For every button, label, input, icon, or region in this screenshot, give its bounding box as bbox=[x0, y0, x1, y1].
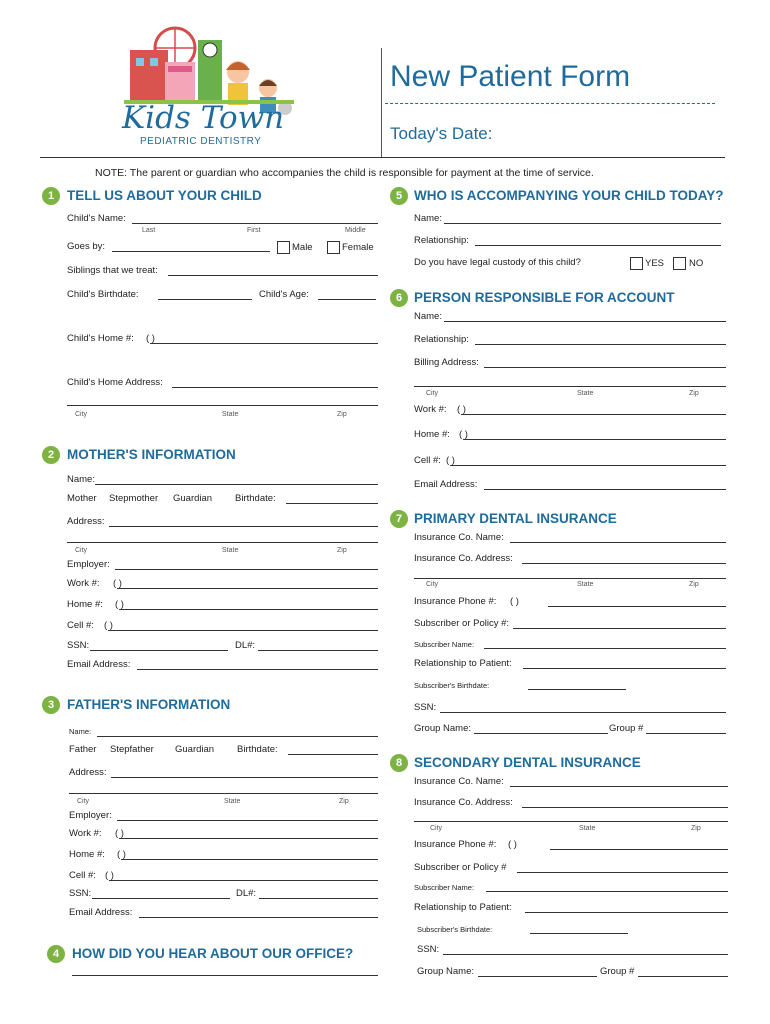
secondary-relationship-field[interactable] bbox=[525, 912, 728, 913]
secondary-co-name-field[interactable] bbox=[510, 786, 728, 787]
father-work-field[interactable] bbox=[119, 838, 378, 839]
father-ssn-label: SSN: bbox=[69, 888, 92, 899]
todays-date-label: Today's Date: bbox=[390, 124, 493, 143]
childs-name-label: Child's Name: bbox=[67, 213, 126, 224]
primary-group-name-label: Group Name: bbox=[414, 723, 472, 734]
zip-caption: Zip bbox=[339, 798, 349, 805]
father-home-label: Home #: bbox=[69, 849, 105, 860]
city-caption: City bbox=[77, 798, 90, 805]
secondary-sub-birth-field[interactable] bbox=[530, 933, 628, 934]
responsible-work-label: Work #: bbox=[414, 404, 447, 415]
primary-co-address-field[interactable] bbox=[522, 563, 726, 564]
mother-home-field[interactable] bbox=[119, 609, 378, 610]
first-caption: First bbox=[247, 227, 261, 234]
primary-relationship-label: Relationship to Patient: bbox=[414, 658, 512, 669]
secondary-sub-name-field[interactable] bbox=[486, 891, 728, 892]
father-name-label: Name: bbox=[69, 727, 92, 736]
home-address-field-2[interactable] bbox=[67, 405, 378, 406]
responsible-home-label: Home #: bbox=[414, 429, 450, 440]
billing-address-label: Billing Address: bbox=[414, 357, 479, 368]
mother-email-field[interactable] bbox=[137, 669, 378, 670]
mother-email-label: Email Address: bbox=[67, 659, 131, 670]
male-label: Male bbox=[292, 242, 313, 253]
state-caption: State bbox=[577, 581, 594, 588]
primary-group-num-field[interactable] bbox=[646, 733, 726, 734]
mother-option[interactable]: Mother bbox=[67, 493, 97, 504]
primary-co-name-field[interactable] bbox=[510, 542, 726, 543]
secondary-co-address-label: Insurance Co. Address: bbox=[414, 797, 513, 808]
section-1-title: TELL US ABOUT YOUR CHILD bbox=[67, 188, 262, 203]
secondary-group-name-field[interactable] bbox=[478, 976, 597, 977]
responsible-cell-field[interactable] bbox=[450, 465, 726, 466]
mother-ssn-label: SSN: bbox=[67, 640, 90, 651]
father-cell-field[interactable] bbox=[109, 880, 378, 881]
state-caption: State bbox=[224, 798, 241, 805]
mother-employer-label: Employer: bbox=[67, 559, 110, 570]
secondary-policy-label: Subscriber or Policy # bbox=[414, 862, 507, 873]
mother-ssn-field[interactable] bbox=[90, 650, 228, 651]
zip-caption: Zip bbox=[691, 825, 701, 832]
payment-note: NOTE: The parent or guardian who accompanies the child is responsible for payment at the time of service. bbox=[95, 167, 594, 179]
brand-name: Kids Town bbox=[122, 100, 285, 136]
accompany-name-label: Name: bbox=[414, 213, 442, 224]
responsible-cell-label: Cell #: bbox=[414, 455, 441, 466]
goes-by-label: Goes by: bbox=[67, 241, 106, 252]
accompany-name-field[interactable] bbox=[444, 223, 721, 224]
state-caption: State bbox=[577, 390, 594, 397]
city-caption: City bbox=[75, 547, 88, 554]
father-birthdate-field[interactable] bbox=[288, 754, 378, 755]
header-bottom-rule bbox=[40, 157, 725, 158]
billing-address-field[interactable] bbox=[484, 367, 726, 368]
father-address-field[interactable] bbox=[111, 777, 378, 778]
custody-yes-label: YES bbox=[645, 258, 665, 269]
mother-name-field[interactable] bbox=[95, 484, 378, 485]
primary-policy-field[interactable] bbox=[513, 628, 726, 629]
responsible-home-paren: ( ) bbox=[459, 429, 468, 440]
billing-address-field-2[interactable] bbox=[414, 386, 726, 387]
secondary-phone-field[interactable] bbox=[550, 849, 728, 850]
father-option[interactable]: Father bbox=[69, 744, 97, 755]
state-caption: State bbox=[579, 825, 596, 832]
secondary-group-num-field[interactable] bbox=[638, 976, 728, 977]
accompany-relationship-label: Relationship: bbox=[414, 235, 469, 246]
secondary-co-name-label: Insurance Co. Name: bbox=[414, 776, 504, 787]
custody-no-checkbox[interactable] bbox=[673, 257, 686, 270]
responsible-name-field[interactable] bbox=[444, 321, 726, 322]
primary-phone-field[interactable] bbox=[548, 606, 726, 607]
female-checkbox[interactable] bbox=[327, 241, 340, 254]
father-work-paren: ( ) bbox=[115, 828, 124, 839]
primary-ssn-field[interactable] bbox=[440, 712, 726, 713]
father-work-label: Work #: bbox=[69, 828, 102, 839]
father-birthdate-label: Birthdate: bbox=[237, 744, 278, 755]
primary-group-name-field[interactable] bbox=[474, 733, 608, 734]
father-dl-field[interactable] bbox=[259, 898, 378, 899]
city-caption: City bbox=[75, 411, 88, 418]
section-1-badge: 1 bbox=[42, 187, 60, 205]
siblings-field[interactable] bbox=[168, 275, 378, 276]
custody-yes-checkbox[interactable] bbox=[630, 257, 643, 270]
primary-relationship-field[interactable] bbox=[523, 668, 726, 669]
section-6-badge: 6 bbox=[390, 289, 408, 307]
section-3-title: FATHER'S INFORMATION bbox=[67, 697, 231, 712]
accompany-relationship-field[interactable] bbox=[475, 245, 721, 246]
zip-caption: Zip bbox=[337, 411, 347, 418]
zip-caption: Zip bbox=[689, 581, 699, 588]
logo bbox=[120, 20, 300, 155]
secondary-co-address-field-2[interactable] bbox=[414, 821, 728, 822]
primary-co-address-label: Insurance Co. Address: bbox=[414, 553, 513, 564]
primary-phone-paren: ( ) bbox=[510, 596, 519, 607]
mother-birthdate-field[interactable] bbox=[286, 503, 378, 504]
home-phone-field[interactable] bbox=[150, 343, 378, 344]
secondary-group-num-label: Group # bbox=[600, 966, 635, 977]
childs-name-field[interactable] bbox=[132, 223, 378, 224]
section-5-title: WHO IS ACCOMPANYING YOUR CHILD TODAY? bbox=[414, 188, 724, 203]
childs-age-field[interactable] bbox=[318, 299, 376, 300]
mother-work-paren: ( ) bbox=[113, 578, 122, 589]
primary-co-name-label: Insurance Co. Name: bbox=[414, 532, 504, 543]
home-address-label: Child's Home Address: bbox=[67, 377, 163, 388]
mother-birthdate-label: Birthdate: bbox=[235, 493, 276, 504]
secondary-sub-birth-label: Subscriber's Birthdate: bbox=[417, 925, 493, 934]
mother-dl-label: DL#: bbox=[235, 640, 256, 651]
secondary-phone-paren: ( ) bbox=[508, 839, 517, 850]
secondary-ssn-label: SSN: bbox=[417, 944, 440, 955]
section-2-title: MOTHER'S INFORMATION bbox=[67, 447, 236, 462]
secondary-policy-field[interactable] bbox=[517, 872, 728, 873]
guardian-option[interactable]: Guardian bbox=[173, 493, 213, 504]
mother-address-label: Address: bbox=[67, 516, 105, 527]
section-4-title: HOW DID YOU HEAR ABOUT OUR OFFICE? bbox=[72, 946, 354, 961]
secondary-relationship-label: Relationship to Patient: bbox=[414, 902, 512, 913]
father-employer-label: Employer: bbox=[69, 810, 112, 821]
stepfather-option[interactable]: Stepfather bbox=[110, 744, 154, 755]
father-ssn-field[interactable] bbox=[92, 898, 230, 899]
guardian-option[interactable]: Guardian bbox=[175, 744, 215, 755]
goes-by-field[interactable] bbox=[112, 251, 270, 252]
last-caption: Last bbox=[142, 227, 156, 234]
mother-employer-field[interactable] bbox=[115, 569, 378, 570]
todays-date-field[interactable] bbox=[500, 142, 720, 143]
title-dashed-rule bbox=[385, 103, 715, 104]
male-checkbox[interactable] bbox=[277, 241, 290, 254]
primary-phone-label: Insurance Phone #: bbox=[414, 596, 497, 607]
mother-work-label: Work #: bbox=[67, 578, 100, 589]
birthdate-field[interactable] bbox=[158, 299, 252, 300]
responsible-name-label: Name: bbox=[414, 311, 442, 322]
father-address-field-2[interactable] bbox=[69, 793, 378, 794]
secondary-ssn-field[interactable] bbox=[443, 954, 728, 955]
father-name-field[interactable] bbox=[97, 736, 378, 737]
brand-tagline: PEDIATRIC DENTISTRY bbox=[140, 136, 262, 147]
zip-caption: Zip bbox=[689, 390, 699, 397]
female-label: Female bbox=[342, 242, 374, 253]
section-8-badge: 8 bbox=[390, 754, 408, 772]
father-cell-label: Cell #: bbox=[69, 870, 96, 881]
responsible-home-field[interactable] bbox=[463, 439, 726, 440]
secondary-co-address-field[interactable] bbox=[522, 807, 728, 808]
section-2-badge: 2 bbox=[42, 446, 60, 464]
father-email-label: Email Address: bbox=[69, 907, 133, 918]
section-8-title: SECONDARY DENTAL INSURANCE bbox=[414, 755, 641, 770]
zip-caption: Zip bbox=[337, 547, 347, 554]
father-dl-label: DL#: bbox=[236, 888, 257, 899]
mother-address-field[interactable] bbox=[109, 526, 378, 527]
primary-sub-birth-label: Subscriber's Birthdate: bbox=[414, 681, 490, 690]
responsible-relationship-label: Relationship: bbox=[414, 334, 469, 345]
father-employer-field[interactable] bbox=[117, 820, 378, 821]
mother-cell-label: Cell #: bbox=[67, 620, 94, 631]
home-address-field[interactable] bbox=[172, 387, 378, 388]
secondary-phone-label: Insurance Phone #: bbox=[414, 839, 497, 850]
mother-home-paren: ( ) bbox=[115, 599, 124, 610]
father-address-label: Address: bbox=[69, 767, 107, 778]
stepmother-option[interactable]: Stepmother bbox=[109, 493, 159, 504]
city-caption: City bbox=[430, 825, 443, 832]
mother-cell-field[interactable] bbox=[108, 630, 378, 631]
responsible-email-label: Email Address: bbox=[414, 479, 478, 490]
section-7-badge: 7 bbox=[390, 510, 408, 528]
section-4-badge: 4 bbox=[47, 945, 65, 963]
responsible-relationship-field[interactable] bbox=[475, 344, 726, 345]
birthdate-label: Child's Birthdate: bbox=[67, 289, 139, 300]
father-cell-paren: ( ) bbox=[105, 870, 114, 881]
custody-question: Do you have legal custody of this child? bbox=[414, 257, 581, 268]
section-5-badge: 5 bbox=[390, 187, 408, 205]
state-caption: State bbox=[222, 547, 239, 554]
childs-age-label: Child's Age: bbox=[259, 289, 309, 300]
section-6-title: PERSON RESPONSIBLE FOR ACCOUNT bbox=[414, 290, 675, 305]
section-3-badge: 3 bbox=[42, 696, 60, 714]
father-email-field[interactable] bbox=[139, 917, 378, 918]
mother-work-field[interactable] bbox=[117, 588, 378, 589]
primary-ssn-label: SSN: bbox=[414, 702, 437, 713]
primary-sub-name-field[interactable] bbox=[484, 648, 726, 649]
custody-no-label: NO bbox=[689, 258, 704, 269]
primary-sub-birth-field[interactable] bbox=[528, 689, 626, 690]
responsible-email-field[interactable] bbox=[484, 489, 726, 490]
responsible-cell-paren: ( ) bbox=[446, 455, 455, 466]
home-phone-label: Child's Home #: bbox=[67, 333, 134, 344]
home-phone-paren: ( ) bbox=[146, 333, 155, 344]
state-caption: State bbox=[222, 411, 239, 418]
secondary-group-name-label: Group Name: bbox=[417, 966, 475, 977]
primary-group-num-label: Group # bbox=[609, 723, 644, 734]
section-7-title: PRIMARY DENTAL INSURANCE bbox=[414, 511, 617, 526]
siblings-label: Siblings that we treat: bbox=[67, 265, 158, 276]
responsible-work-field[interactable] bbox=[461, 414, 726, 415]
mother-cell-paren: ( ) bbox=[104, 620, 113, 631]
father-home-paren: ( ) bbox=[117, 849, 126, 860]
primary-co-address-field-2[interactable] bbox=[414, 578, 726, 579]
responsible-work-paren: ( ) bbox=[457, 404, 466, 415]
middle-caption: Middle bbox=[345, 227, 366, 234]
father-home-field[interactable] bbox=[121, 859, 378, 860]
city-caption: City bbox=[426, 390, 439, 397]
primary-policy-label: Subscriber or Policy #: bbox=[414, 618, 510, 629]
heard-about-field[interactable] bbox=[72, 975, 378, 976]
mother-home-label: Home #: bbox=[67, 599, 103, 610]
primary-sub-name-label: Subscriber Name: bbox=[414, 640, 475, 649]
city-caption: City bbox=[426, 581, 439, 588]
header-vertical-rule bbox=[381, 48, 382, 158]
mother-dl-field[interactable] bbox=[258, 650, 378, 651]
page-title: New Patient Form bbox=[390, 60, 631, 93]
secondary-sub-name-label: Subscriber Name: bbox=[414, 883, 475, 892]
mother-address-field-2[interactable] bbox=[67, 542, 378, 543]
mother-name-label: Name: bbox=[67, 474, 95, 485]
